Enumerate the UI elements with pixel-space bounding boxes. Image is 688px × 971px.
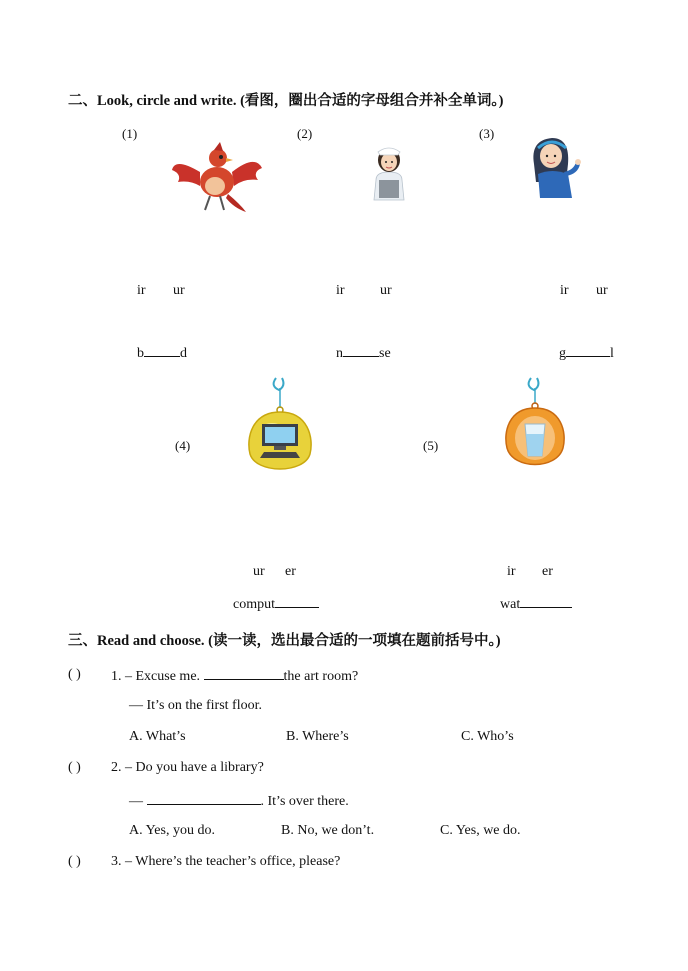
word-fill-girl <box>559 344 614 362</box>
word-suffix: l <box>610 346 614 361</box>
item-number: (4) <box>175 438 191 453</box>
word-prefix: n <box>336 346 343 361</box>
option-er[interactable]: er <box>542 564 553 579</box>
word-fill-bird <box>137 344 187 362</box>
choice-a[interactable]: A. What’s <box>129 729 186 744</box>
section3-title: 三、Read and choose. (读一读，选出最合适的一项填在题前括号中。) <box>68 633 501 649</box>
option-ir[interactable]: ir <box>336 283 345 298</box>
item-number: (5) <box>423 438 439 453</box>
word-fill-water <box>500 595 572 613</box>
answer-blank[interactable] <box>204 667 284 680</box>
section2-title: 二、Look, circle and write. (看图，圈出合适的字母组合并补全单词。) <box>68 93 504 109</box>
word-fill-nurse <box>336 344 391 362</box>
response-line <box>129 792 349 810</box>
word-prefix: comput <box>233 597 275 612</box>
bird-illustration <box>170 142 265 214</box>
option-ur[interactable]: ur <box>596 283 608 298</box>
response-text: — It’s on the first floor. <box>129 698 262 713</box>
option-ir[interactable]: ir <box>560 283 569 298</box>
answer-paren[interactable]: ( ) <box>68 667 81 682</box>
word-suffix: se <box>379 346 391 361</box>
nurse-illustration <box>366 142 412 200</box>
water-ornament-illustration <box>503 376 567 472</box>
answer-blank[interactable] <box>520 595 572 608</box>
item-number: (2) <box>297 126 313 141</box>
question-3: 3. – Where’s the teacher’s office, please? <box>111 854 341 869</box>
choice-b[interactable]: B. No, we don’t. <box>281 823 375 838</box>
computer-ornament-illustration <box>246 376 316 478</box>
dash: — <box>129 794 143 809</box>
word-suffix: d <box>180 346 187 361</box>
answer-blank[interactable] <box>566 344 610 357</box>
word-prefix: b <box>137 346 144 361</box>
answer-paren[interactable]: ( ) <box>68 854 81 869</box>
item-number: (3) <box>479 126 495 141</box>
option-ir[interactable]: ir <box>507 564 516 579</box>
choice-c[interactable]: C. Who’s <box>461 729 514 744</box>
question-text: the art room? <box>283 669 359 684</box>
word-prefix: g <box>559 346 566 361</box>
girl-illustration <box>526 134 584 200</box>
choice-c[interactable]: C. Yes, we do. <box>440 823 521 838</box>
answer-paren[interactable]: ( ) <box>68 760 81 775</box>
option-ir[interactable]: ir <box>137 283 146 298</box>
choice-b[interactable]: B. Where’s <box>286 729 349 744</box>
choice-a[interactable]: A. Yes, you do. <box>129 823 215 838</box>
answer-blank[interactable] <box>343 344 379 357</box>
item-number: (1) <box>122 126 138 141</box>
answer-blank[interactable] <box>275 595 319 608</box>
option-ur[interactable]: ur <box>380 283 392 298</box>
answer-blank[interactable] <box>144 344 180 357</box>
question-1 <box>111 667 358 685</box>
option-ur[interactable]: ur <box>173 283 185 298</box>
response-text: . It’s over there. <box>260 794 349 809</box>
word-prefix: wat <box>500 597 521 612</box>
question-2: 2. – Do you have a library? <box>111 760 264 775</box>
question-text: 1. – Excuse me. <box>111 669 201 684</box>
word-fill-computer <box>233 595 319 613</box>
option-ur[interactable]: ur <box>253 564 265 579</box>
option-er[interactable]: er <box>285 564 296 579</box>
answer-blank[interactable] <box>147 792 261 805</box>
